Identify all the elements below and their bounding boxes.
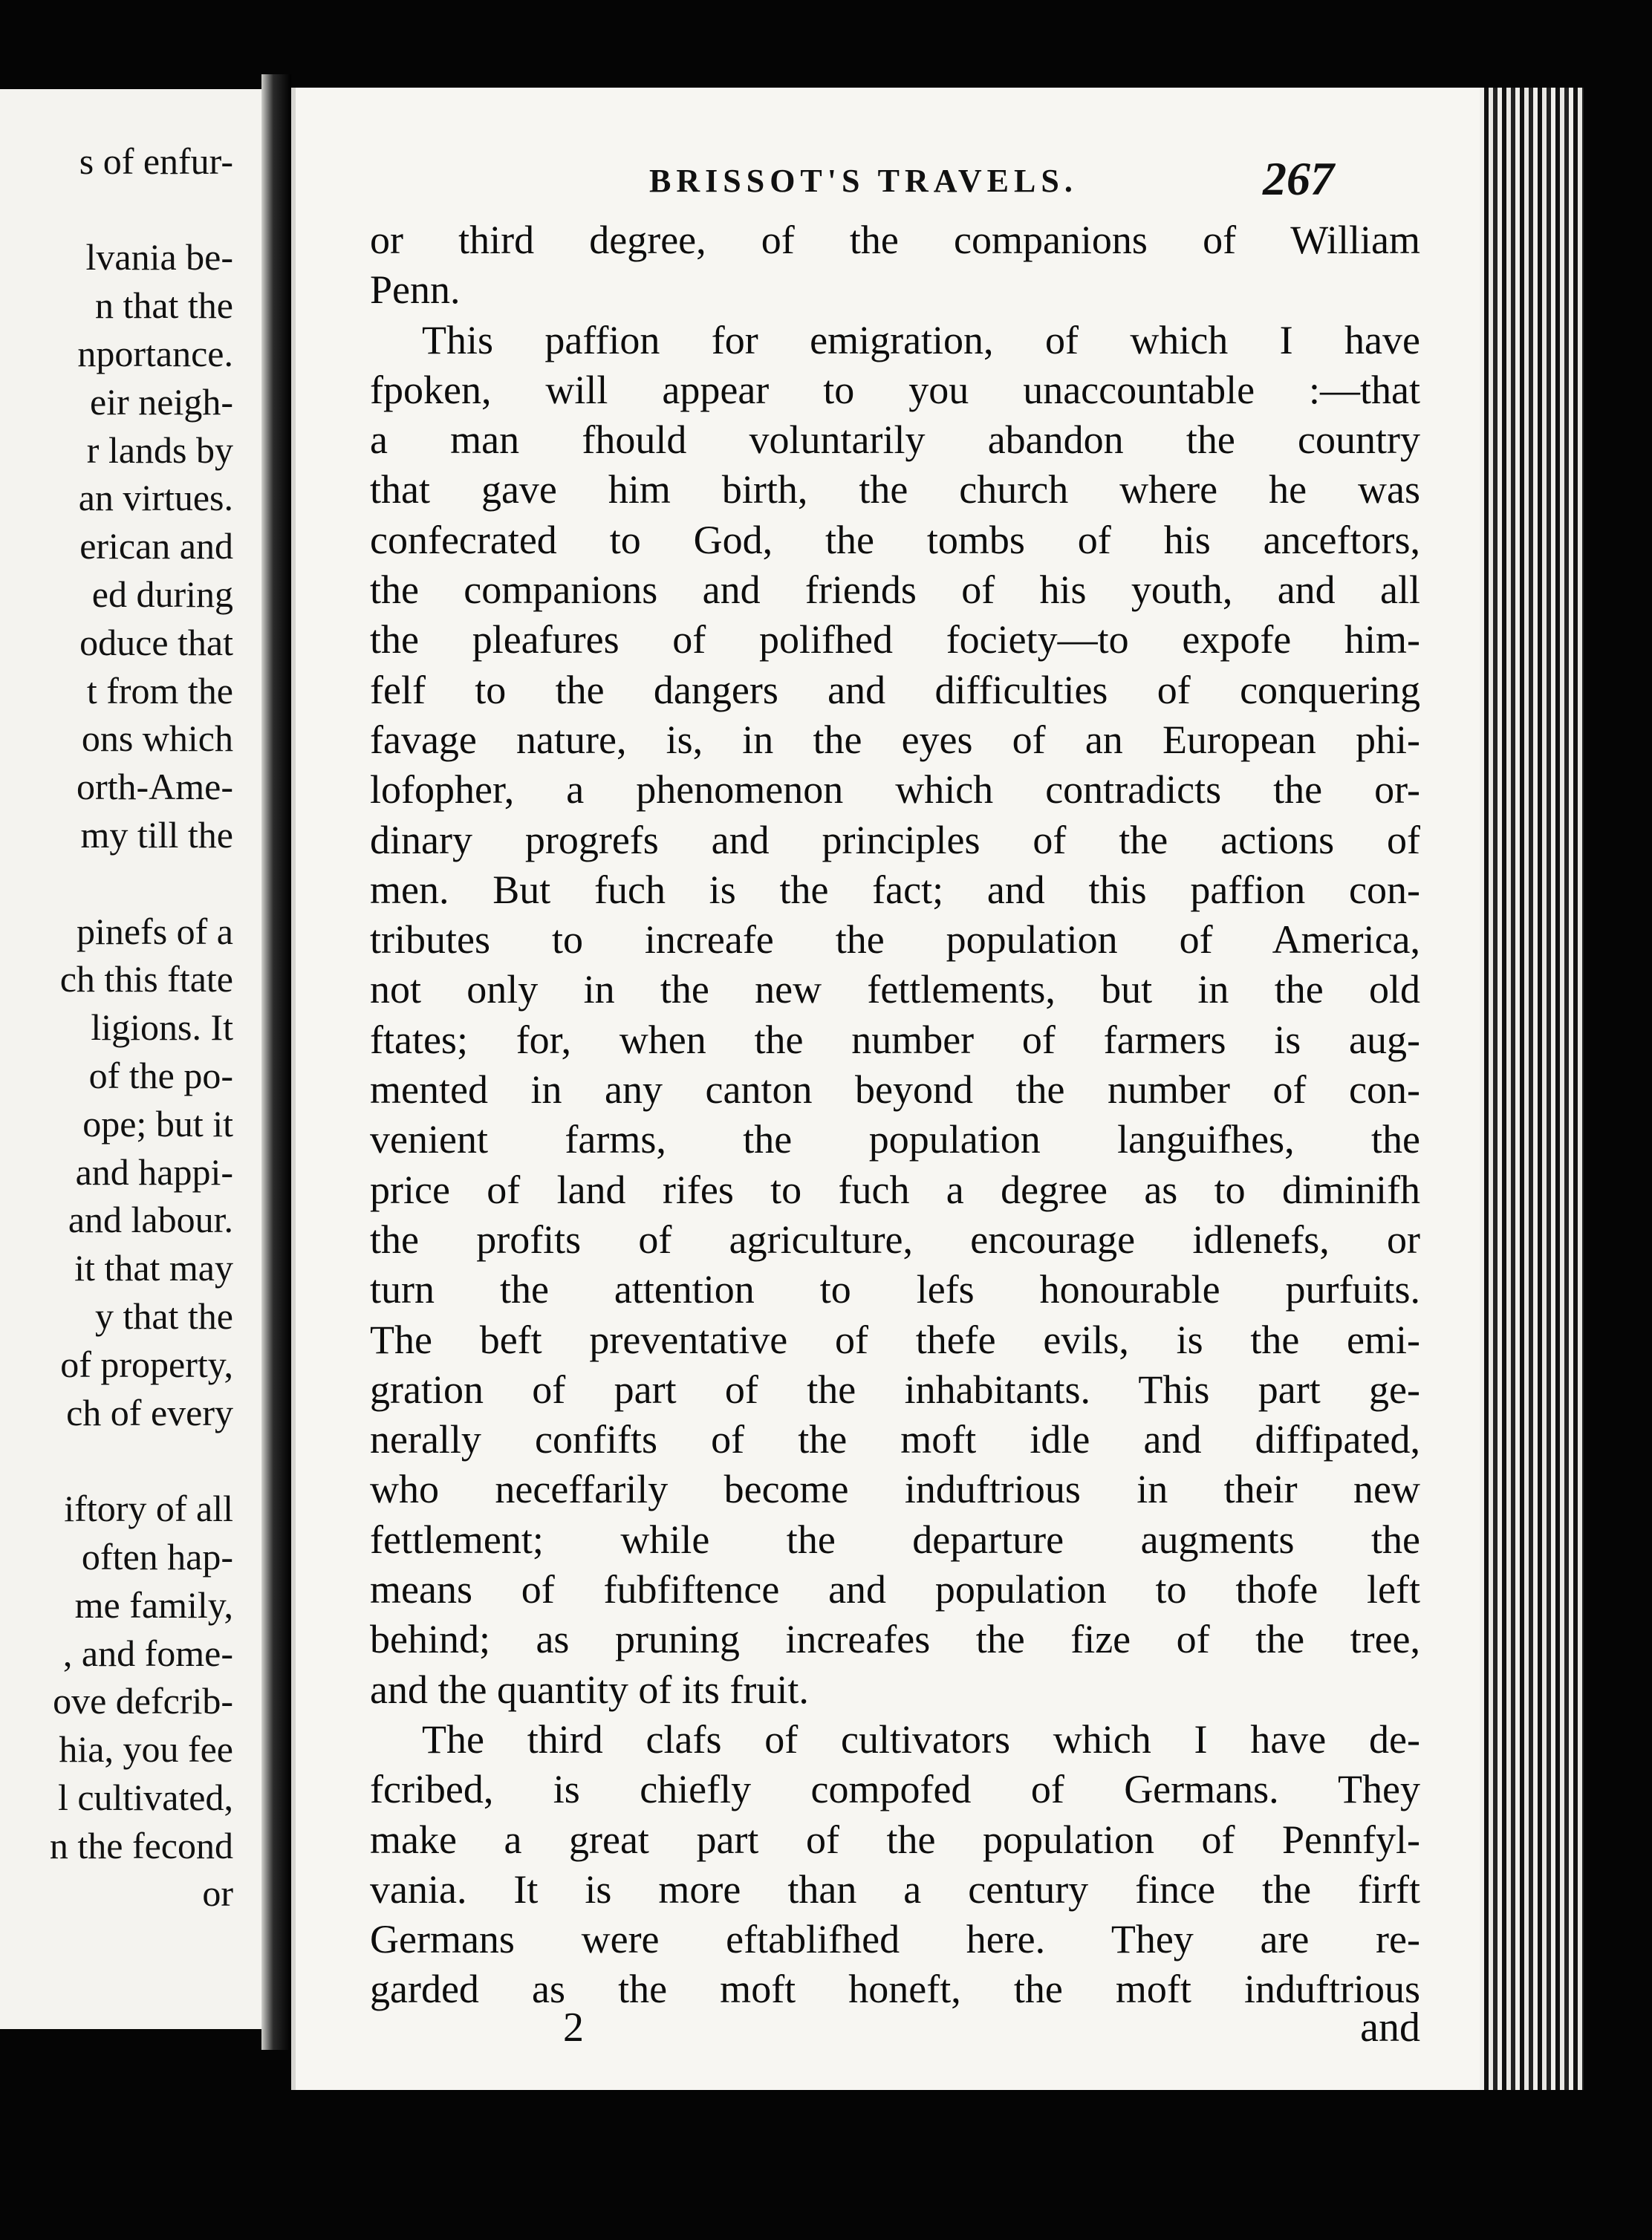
facing-page-line: and happi- xyxy=(75,1150,233,1193)
body-text-line: make a great part of the population of Pennfyl- xyxy=(370,1817,1420,1862)
facing-page-line: erican and xyxy=(79,525,233,567)
body-text-line: mented in any canton beyond the number of con- xyxy=(370,1067,1420,1113)
facing-page-line: ope; but it xyxy=(82,1102,233,1145)
body-text-line: confecrated to God, the tombs of his anceftors, xyxy=(370,517,1420,562)
facing-page-left xyxy=(0,89,261,2029)
body-text-line: fpoken, will appear to you unaccountable :—that xyxy=(370,367,1420,412)
body-text-line: behind; as pruning increafes the fize of the tree, xyxy=(370,1617,1420,1662)
body-text-line: the companions and friends of his youth, and all xyxy=(370,567,1420,613)
book-page-267 xyxy=(291,88,1484,2090)
body-text-line: or third degree, of the companions of William xyxy=(370,218,1420,262)
signature-mark: 2 xyxy=(563,2005,584,2051)
facing-page-line: ed during xyxy=(91,573,233,615)
facing-page-line: hia, you fee xyxy=(59,1728,233,1771)
facing-page-line: me family, xyxy=(74,1583,233,1626)
body-text-line: nerally confifts of the moft idle and diffipated, xyxy=(370,1417,1420,1462)
catchword: and xyxy=(1360,2005,1420,2051)
running-head xyxy=(296,152,1484,211)
facing-page-line: t from the xyxy=(86,669,233,712)
facing-page-line xyxy=(0,1436,233,1485)
facing-page-line: ove defcrib- xyxy=(53,1680,233,1722)
body-text-line: ftates; for, when the number of farmers is aug- xyxy=(370,1017,1420,1062)
facing-page-text xyxy=(0,89,233,1918)
body-text-line: the pleafures of polifhed fociety—to expofe him- xyxy=(370,617,1420,662)
body-text-line: vania. It is more than a century fince the firft xyxy=(370,1866,1420,1912)
facing-page-line: orth-Ame- xyxy=(76,766,233,808)
facing-page-line: oduce that xyxy=(79,621,233,663)
body-text-line: felf to the dangers and difficulties of conquering xyxy=(370,667,1420,712)
facing-page-line: and labour. xyxy=(68,1199,233,1241)
facing-page-line: nportance. xyxy=(77,332,233,374)
body-text-line: that gave him birth, the church where he was xyxy=(370,467,1420,512)
running-title: BRISSOT'S TRAVELS. xyxy=(649,163,1078,199)
body-text-line: This paffion for emigration, of which I have xyxy=(422,317,1420,362)
facing-page-line xyxy=(0,859,233,908)
facing-page-line: ligions. It xyxy=(91,1006,233,1049)
page-footer xyxy=(370,2004,1420,2056)
body-text-line: The third clafs of cultivators which I have de- xyxy=(422,1716,1420,1762)
body-text-line: price of land rifes to fuch a degree as to diminifh xyxy=(370,1167,1420,1212)
body-text-line: garded as the moft honeft, the moft induftrious xyxy=(370,1967,1420,2012)
body-text xyxy=(370,215,1420,2015)
facing-page-line: r lands by xyxy=(86,429,233,471)
facing-page-line: , and fome- xyxy=(62,1632,233,1674)
facing-page-line: y that the xyxy=(94,1295,233,1337)
facing-page-line: iftory of all xyxy=(64,1488,233,1530)
facing-page-line: ons which xyxy=(81,717,233,760)
body-text-line: not only in the new fettlements, but in the old xyxy=(370,967,1420,1012)
facing-page-line: s of enfur- xyxy=(79,140,233,182)
body-text-line: a man fhould voluntarily abandon the country xyxy=(370,417,1420,463)
body-text-line: venient farms, the population languifhes, the xyxy=(370,1117,1420,1162)
body-text-line: favage nature, is, in the eyes of an European phi- xyxy=(370,717,1420,762)
facing-page-line: pinefs of a xyxy=(76,910,233,952)
facing-page-line: an virtues. xyxy=(78,477,233,519)
facing-page-line: ch this ftate xyxy=(59,958,233,1000)
facing-page-line: of property, xyxy=(60,1343,233,1385)
facing-page-line: it that may xyxy=(74,1247,233,1289)
body-text-line: The beft preventative of thefe evils, is the emi- xyxy=(370,1317,1420,1362)
body-text-line: Penn. xyxy=(370,267,461,313)
facing-page-line: my till the xyxy=(80,813,233,856)
facing-page-line: ch of every xyxy=(66,1391,233,1433)
page-number: 267 xyxy=(1263,152,1334,205)
body-text-line: who neceffarily become induftrious in their new xyxy=(370,1467,1420,1512)
facing-page-line xyxy=(0,89,233,137)
facing-page-line: or xyxy=(202,1872,233,1915)
facing-page-line: n that the xyxy=(94,284,233,327)
body-text-line: men. But fuch is the fact; and this paffion con- xyxy=(370,867,1420,912)
facing-page-line: l cultivated, xyxy=(57,1776,233,1818)
body-text-line: the profits of agriculture, encourage idlenefs, or xyxy=(370,1217,1420,1262)
body-text-line: fcribed, is chiefly compofed of Germans. They xyxy=(370,1767,1420,1812)
facing-page-line xyxy=(0,186,233,234)
body-text-line: fettlement; while the departure augments the xyxy=(370,1517,1420,1562)
body-text-line: lofopher, a phenomenon which contradicts the or- xyxy=(370,767,1420,813)
body-text-line: means of fubfiftence and population to thofe left xyxy=(370,1567,1420,1612)
facing-page-line: often hap- xyxy=(81,1535,233,1578)
facing-page-line: n the fecond xyxy=(49,1824,233,1866)
body-text-line: tributes to increafe the population of America, xyxy=(370,917,1420,963)
body-text-line: and the quantity of its fruit. xyxy=(370,1667,809,1712)
body-text-line: turn the attention to lefs honourable purfuits. xyxy=(370,1267,1420,1312)
book-gutter xyxy=(261,74,291,2050)
facing-page-line: lvania be- xyxy=(85,236,233,279)
facing-page-line: of the po- xyxy=(88,1054,233,1096)
page-edges xyxy=(1480,88,1584,2090)
body-text-line: dinary progrefs and principles of the actions of xyxy=(370,817,1420,862)
body-text-line: Germans were eftablifhed here. They are re- xyxy=(370,1917,1420,1962)
facing-page-line: eir neigh- xyxy=(90,380,233,423)
body-text-line: gration of part of the inhabitants. This part ge- xyxy=(370,1367,1420,1412)
